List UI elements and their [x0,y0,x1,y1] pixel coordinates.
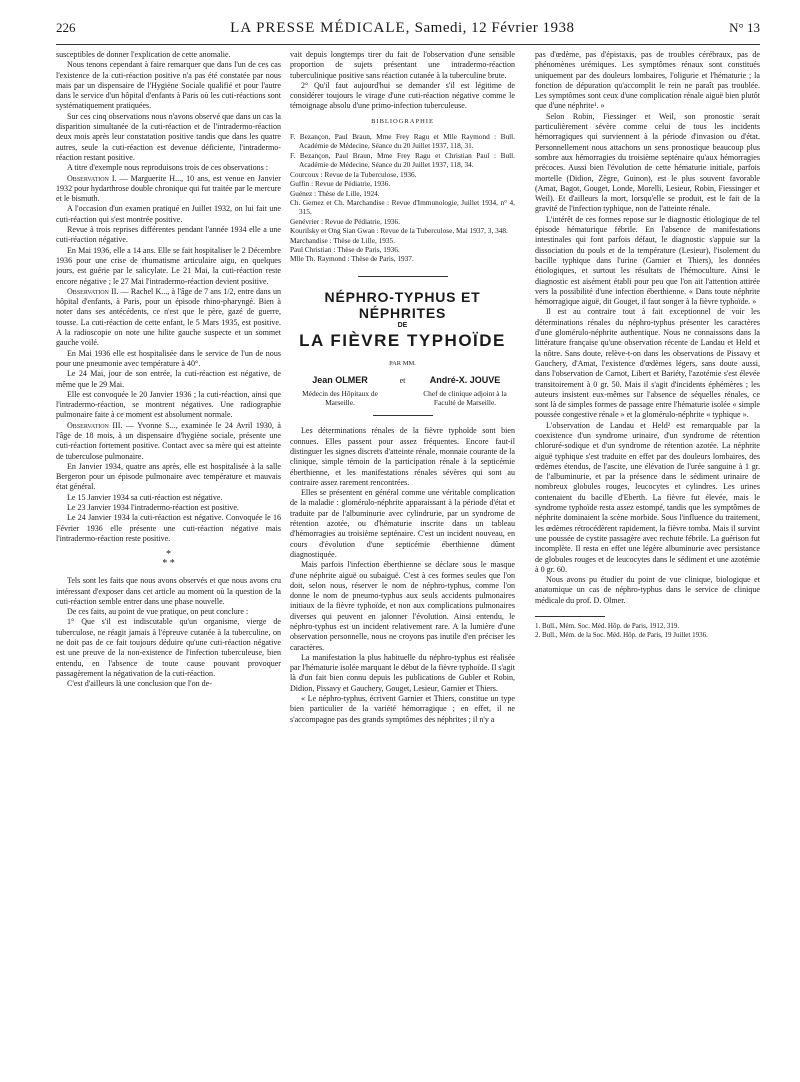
running-head [230,20,574,37]
bibliography-entry: Kourilsky et Ong Sian Gwan : Revue de la Tuberculose, Mai 1937, 3, 348. [290,226,508,236]
paragraph: Elle est convoquée le 20 Janvier 1936 ; la cuti-réaction, ainsi que l'intradermo-réaction, se montrent négatives. Une radiographie pulmonaire faite à ce moment est absolument normale. [56,389,281,420]
issue-date: Samedi, 12 Février 1938 [414,20,575,36]
footnote: 1. Bull., Mém. Soc. Méd. Hôp. de Paris, 1912, 319. [535,622,680,631]
star-bottom: * * [162,558,175,570]
star-top: * [166,549,171,561]
paragraph: Le 23 Janvier 1934 l'intradermo-réaction est positive. [67,503,239,513]
paragraph: susceptibles de donner l'explication de cette anomalie. [56,50,231,59]
bibliography-entry: Guénez : Thèse de Lille, 1924. [290,188,380,198]
column-middle [290,50,515,1070]
paragraph: Les déterminations rénales de la fièvre typhoïde sont bien connues. Elles passent pour assez fréquentes. Encore faut-il distinguer les signes discrets d'atteinte rénale, monnaie courante de la clinique, simple témoin de la participation rénale à la septicémie éberthienne, et les manifestations rénales sévères qui sont au contraire assez rarement rencontrées. [290,426,515,487]
paragraph: De ces faits, au point de vue pratique, on peut conclure : [67,607,249,617]
paragraph: L'intérêt de ces formes repose sur le diagnostic étiologique de tel épisode hématurique fébrile. En l'absence de manifestations intestinales qui font parfois défaut, le diagnostic s'appuie sur la dissociation du pouls et de la température (Lesieur), l'isolement du bacille typhique dans l'urine (Garnier et Thiers), les données étiologiques, et surtout les résultats de l'hémoculture. Ainsi le diagnostic est aisément établi pour peu que l'on ait l'attention attirée vers la possibilité d'une infection éberthienne. « Dans toute néphrite hémorragique aiguë, dit Gouget, il faut songer à la fièvre typhoïde. » [535,214,760,307]
paragraph: A titre d'exemple nous reproduisons trois de ces observations : [67,163,269,173]
page-number: 226 [56,20,76,35]
paragraph: Tels sont les faits que nous avons observés et que nous avons cru intéressant d'exposer dans cet article au moment où la question de la cuti-réaction semble entrer dans une phase nouvelle. [56,576,281,606]
observation-3 [56,421,281,462]
bibliography-entry: Courcoux : Revue de la Tuberculose, 1936. [290,169,417,179]
paragraph: Il est au contraire tout à fait exceptionnel de voir les déterminations rénales du néphro-typhus présenter les caractères d'une glomérulo-néphrite authentique. Nous ne connaissons dans la littérature française qu'une observation récente de Landau et Held et la nôtre. Sans doute, relève-t-on dans les observations de Pissavy et Gauchery, d'Amat, l'existence d'œdèmes légers, sans doute aussi, dans l'observation de Carnot, Libert et Bariéty, l'azotémie s'est élevée transitoirement à 0 gr. 50. Mais il s'agit d'incidents éphémères ; les auteurs insistent eux-mêmes sur l'absence de séquelles rénales, ce sont là de simples formes de passage entre l'hématurie isolée « simple poussée congestive rénale » et la glomérulo-néphrite « typhique ». [535,307,760,420]
paragraph: En Mai 1936 elle est hospitalisée dans le service de l'un de nous pour une pneumonie avec température à 40°. [56,348,281,368]
observation-label: Observation III. [67,420,123,430]
bibliography-entry: Marchandise : Thèse de Lille, 1935. [290,235,396,245]
affiliation-jouve: Chef de clinique adjoint à la Faculté de Marseille. [423,389,507,408]
header-rule [56,44,760,45]
paragraph: vait depuis longtemps tirer du fait de l'observation d'une sensible proportion de sujets présentant une intradermo-réaction tuberculinique positive sans réaction cutanée à la tuberculine brute. [290,50,515,80]
paragraph: En Janvier 1934, quatre ans après, elle est hospitalisée à la salle Bergeron pour un épisode pulmonaire avec température et mauvais état général. [56,461,281,492]
article-title-line2: LA FIÈVRE TYPHOÏDE [299,330,506,350]
bibliography-entry: Ch. Gernez et Ch. Marchandise : Revue d'Immunologie, Juillet 1934, n° 4, 315. [290,197,515,217]
bibliography-entry: Paul Christian : Thèse de Paris, 1936. [290,244,400,254]
observation-text: — Rachel K..., à l'âge de 7 ans 1/2, entre dans un hôpital d'enfants, à Paris, pour un épisode rhino-pharyngé. Bien à noter dans ses antécédents, ce n'est que le père, gazé de guerre, tousse. La cuti-réaction de cette enfant, le 5 Mars 1935, est positive. A la radioscopie on note une hilite gauche suspecte et un sommet gauche voilé. [56,286,281,348]
observation-1 [56,174,281,205]
paragraph: Nous tenons cependant à faire remarquer que dans l'un de ces cas l'existence de la cuti-réaction positive n'a pas été constatée par nous mais par un dispensaire de l'Hygiène Sociale qualifié et pour l'autre dans le service d'un hôpital d'enfants à Paris où les cuti-réactions sont systématiquement pratiquées. [56,60,281,111]
paragraph: « Le néphro-typhus, écrivent Garnier et Thiers, constitue un type bien particulier de la variété hémorragique ; en effet, il ne s'accompagne pas des grands symptômes des néphrites ; il n'y a [290,694,515,724]
observation-label: Observation II. [67,286,119,296]
author-olmer: Jean OLMER [312,375,368,386]
paragraph: Revue à trois reprises différentes pendant l'année 1934 elle a une cuti-réaction négative. [56,225,281,245]
paragraph: C'est d'ailleurs là une conclusion que l'on de- [67,679,212,689]
observation-2 [56,287,281,349]
affiliations [290,389,515,407]
column-left [56,50,281,1070]
observation-label: Observation I. [67,173,117,183]
footnotes [535,622,760,640]
paragraph: Le 15 Janvier 1934 sa cuti-réaction est négative. [67,492,223,502]
paragraph: Elles se présentent en général comme une véritable complication de la maladie : glomérulo-néphrite apparaissant à la période d'état et traduite par de l'albuminurie avec cylindrurie, par un syndrome de rétention azotée, ou d'hématurie inscrite dans un tableau d'hémorragies au troisième septénaire. C'est un incident nouveau, en cours d'évolution d'une septicémie éberthienne dûment diagnostiquée. [290,488,515,559]
author-conjunction: et [399,376,406,386]
bibliography-entry: F. Bezançon, Paul Braun, Mme Frey Ragu et Mlle Raymond : Bull. Académie de Médecine, Séance du 20 Juillet 1937, 118, 31. [290,132,515,151]
paragraph: 1° Que s'il est indiscutable qu'un organisme, vierge de tuberculose, ne réagit jamais à l'épreuve cutanée à la tuberculine, on ne doit pas de ce fait toujours déduire qu'une cuti-réaction négative est une preuve de la non-existence de l'infection tuberculeuse, bien entendu, en l'absence de toute cause pouvant provoquer passagèrement la négativation de la cuti-réaction. [56,617,281,678]
byline-separator [373,415,433,416]
paragraph: Selon Robin, Fiessinger et Weil, son pronostic serait particulièrement sévère comme celui de tous les incidents hémorragiques qui surviennent à la période d'invasion ou d'état. Personnellement nous attachons un sens pronostique beaucoup plus sombre aux hémorragies du troisième septénaire qu'aux hémorragies précoces. Aussi bien l'évolution de cette hématurie initiale, parfois mortelle (Didion, Zègre, Guinon), est le plus souvent favorable (Amat, Bagot, Gouget, Londe, Morelli, Lesieur, Robin, Fiessinger et Weil). Et d'ailleurs la mort, lorsqu'elle se produit, est le fait de la gravité de l'infection typhique, non de l'atteinte rénale. [535,111,760,214]
bibliography-heading: BIBLIOGRAPHIE [371,117,434,125]
author-jouve: André-X. JOUVE [429,375,501,386]
section-stars [56,550,281,568]
footnote-rule [535,616,605,617]
paragraph: Sur ces cinq observations nous n'avons observé que dans un cas la disparition simultanée de la cuti-réaction et de l'intradermo-réaction deux mois après leur constatation positive tandis que dans les quatre autres, seule la cuti-réaction est devenue déficiente, l'intradermo-réaction restant positive. [56,111,281,162]
bibliography-entry: Mlle Th. Raymond : Thèse de Paris, 1937. [290,254,414,264]
byline-par: PAR MM. [389,359,416,367]
journal-title: LA PRESSE MÉDICALE, [230,20,411,36]
footnote: 2. Bull., Mém. de la Soc. Méd. Hôp. de Paris, 19 Juillet 1936. [535,631,708,640]
paragraph: A l'occasion d'un examen pratiqué en Juillet 1932, on lui fait une cuti-réaction qui s'est montrée positive. [56,204,281,224]
article-title-line1: NÉPHRO-TYPHUS ET NÉPHRITES [324,288,481,321]
paragraph: 2° Qu'il faut aujourd'hui se demander s'il est légitime de considérer toujours le virage d'une cuti-réaction négative comme le témoignage absolu d'une primo-infection tuberculeuse. [290,80,515,111]
bibliography-entry: Genévrier : Revue de Pédiatrie, 1936. [290,216,401,226]
paragraph: Mais parfois l'infection éberthienne se déclare sous le masque d'une néphrite aiguë ou subaiguë. C'est à ces formes seules que l'on doit, selon nous, réserver le nom de néphro-typhus, comme l'on donne le nom de pneumo-typhus aux seuls accidents pulmonaires initiaux de la fièvre typhoïde, et non aux complications pulmonaires diverses qui peuvent en jalonner l'évolution. Ainsi entendu, le néphro-typhus est un incident relativement rare. A la lumière d'une observation personnelle, nous ne croyons pas inutile d'en préciser les caractères. [290,560,515,652]
paragraph: L'observation de Landau et Held² est remarquable par la coexistence d'un syndrome urinaire, d'un syndrome de rétention chloruré-sodique et d'un syndrome de rétention azotée. La néphrite aiguë typhique s'est traduite en effet par des douleurs lombaires, des œdèmes étendus, de l'ascite, une élévation de l'urée sanguine à 1 gr. de l'albuminurie, et par la présence dans le sédiment urinaire de nombreux globules rouges, leucocytes et cylindres. Les urines contenaient du bacille d'Eberth. La fièvre fut élevée, mais le syndrome typhoïde resta assez estompé, tandis que les symptômes de néphrite dominaient la scène morbide. Sous l'influence du traitement, les œdèmes rétrocédèrent rapidement, la fièvre tomba. Mais il survint une poussée de cystite passagère avec rechute fébrile. La guérison fut incomplète. Il resta en effet une légère albuminurie avec persistance de globules rouges et de leucocytes dans le sédiment et une azotémie à 0 gr. 60. [535,420,760,574]
bibliography [290,132,515,264]
paragraph: Le 24 Mai, jour de son entrée, la cuti-réaction est négative, de même que le 29 Mai. [56,369,281,389]
paragraph: Nous avons pu étudier du point de vue clinique, biologique et anatomique un cas de néphro-typhus dans le service de clinique médicale du prof. D. Olmer. [535,575,760,605]
page-header [56,20,760,42]
paragraph: La manifestation la plus habituelle du néphro-typhus est réalisée par l'hématurie isolée marquant le début de la fièvre typhoïde. Il s'agit là d'un fait bien connu depuis les publications de Gubler et Robin, Didion, Pissavy et Gauchery, Gouget, Lesieur, Garnier et Thiers. [290,652,515,693]
column-right [535,50,760,1070]
observation-text: — Yvonne S..., examinée le 24 Avril 1930, à l'âge de 18 mois, à un dispensaire d'hygiène sociale, présente une cuti-réaction fortement positive. Contact avec sa mère qui est atteinte de tuberculose pulmonaire. [56,420,281,461]
issue-number: N° 13 [729,20,760,35]
authors [290,375,515,386]
observation-text: — Marguerite H..., 10 ans, est venue en Janvier 1932 pour hydarthrose double chronique qui fut traitée par le mercure et le bismuth. [56,173,281,204]
paragraph: pas d'œdème, pas d'épistaxis, pas de troubles cérébraux, pas de phénomènes urémiques. Les symptômes rénaux sont constitués uniquement par des douleurs lombaires, l'oligurie et l'hématurie ; la fonction de dépuration qu'accomplit le rein ne paraît pas troublée. Les symptômes sont ceux d'une complication rénale aiguë bien plutôt que d'une néphrite¹. » [535,50,760,111]
article-separator [358,276,448,277]
paragraph: En Mai 1936, elle a 14 ans. Elle se fait hospitaliser le 2 Décembre 1936 pour une crise de rhumatisme articulaire aigu, en quelques jours, est guérie par le salicylate. Le 21 Mai, la cuti-réaction reste encore négative ; le 27 Mai l'intradermo-réaction devient positive. [56,245,281,286]
bibliography-entry: Guffin : Revue de Pédiatrie, 1936. [290,179,391,189]
article-title-de: DE [397,321,408,329]
affiliation-olmer: Médecin des Hôpitaux de Marseille. [302,389,378,408]
paragraph: Le 24 Janvier 1934 la cuti-réaction est négative. Convoquée le 16 Février 1936 elle présente une cuti-réaction négative mais l'intradermo-réaction reste positive. [56,513,281,543]
bibliography-entry: F. Bezançon, Paul Braun, Mme Frey Ragu et Christian Paul : Bull. Académie de Médecine, Séance du 20 Juillet 1937, 118, 34. [290,150,515,170]
